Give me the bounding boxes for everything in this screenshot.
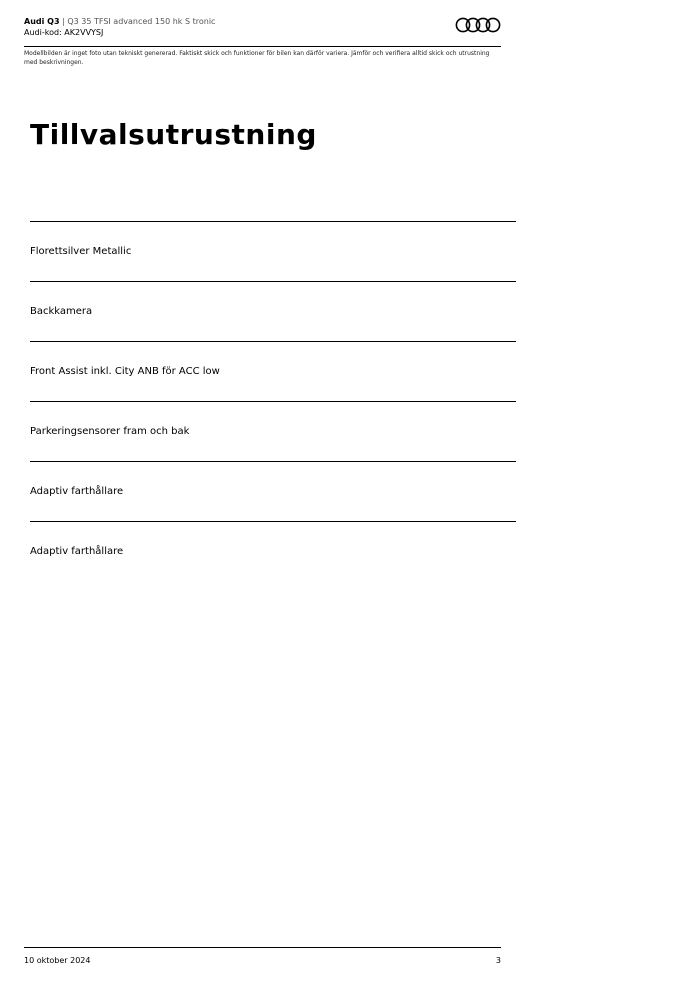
equipment-item: Florettsilver Metallic — [30, 221, 516, 281]
audi-rings-icon — [455, 17, 501, 33]
model-separator: | — [62, 17, 65, 26]
header-divider — [24, 46, 501, 47]
equipment-item: Front Assist inkl. City ANB för ACC low — [30, 341, 516, 401]
document-header — [24, 16, 501, 38]
model-line — [24, 16, 501, 27]
footer-date: 10 oktober 2024 — [24, 956, 91, 965]
equipment-item: Backkamera — [30, 281, 516, 341]
page-number: 3 — [495, 956, 501, 965]
equipment-item: Adaptiv farthållare — [30, 461, 516, 521]
footer-divider — [24, 947, 501, 948]
page-title: Tillvalsutrustning — [30, 118, 317, 151]
equipment-item: Parkeringsensorer fram och bak — [30, 401, 516, 461]
equipment-item: Adaptiv farthållare — [30, 521, 516, 581]
audi-code: Audi-kod: AK2VVYSJ — [24, 28, 104, 37]
model-variant: Q3 35 TFSI advanced 150 hk S tronic — [67, 17, 216, 26]
model-brand: Audi Q3 — [24, 17, 60, 26]
disclaimer-text: Modellbilden är inget foto utan tekniskt genererad. Faktiskt skick och funktioner för bilen kan därför variera. Jämför och verifiera alltid skick och utrustning med beskrivningen. — [24, 50, 490, 66]
optional-equipment-list — [30, 221, 516, 581]
